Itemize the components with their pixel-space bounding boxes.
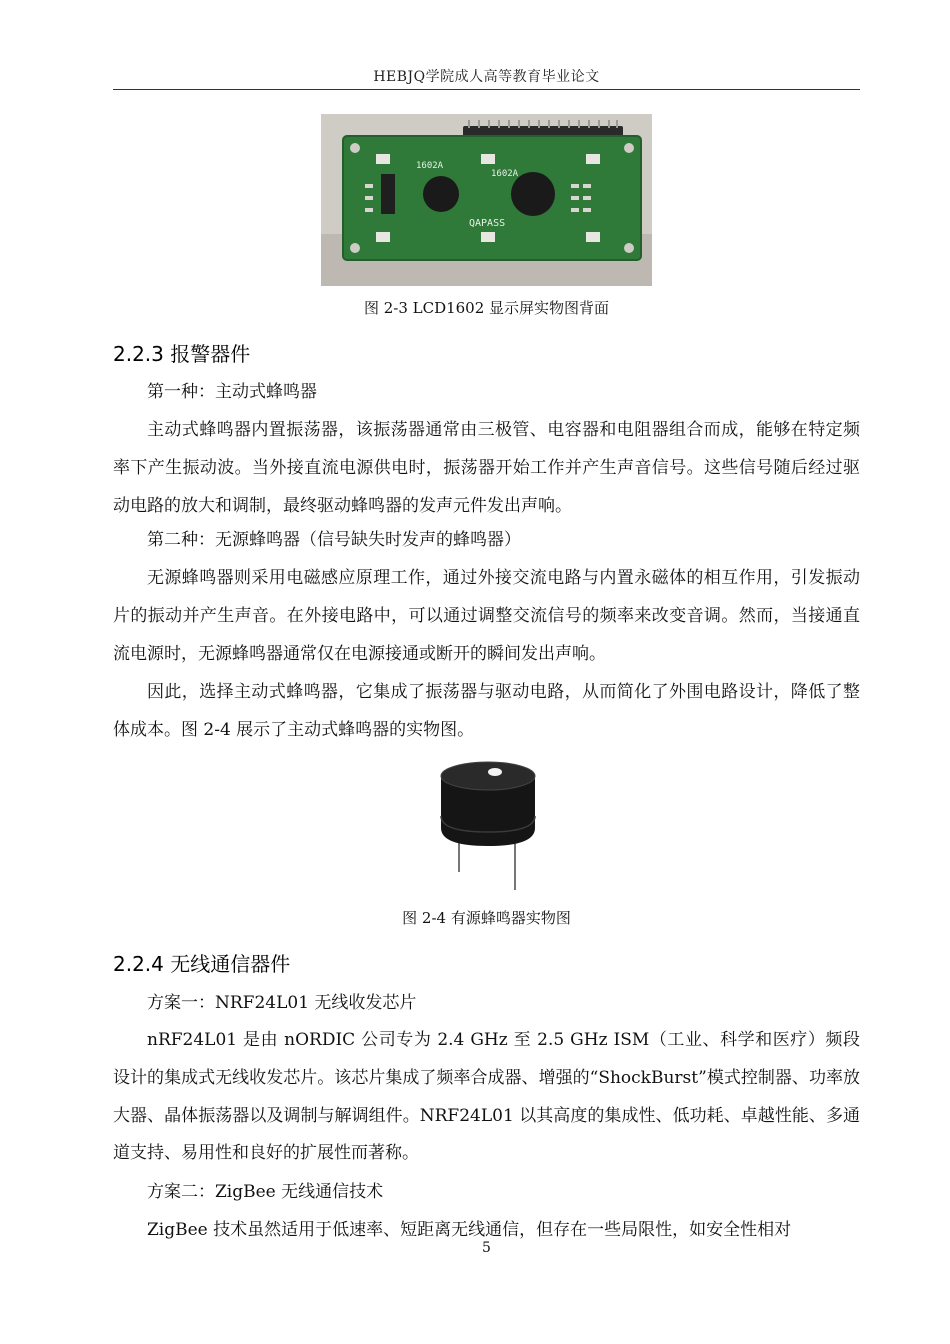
paragraph: 无源蜂鸣器则采用电磁感应原理工作，通过外接交流电路与内置永磁体的相互作用，引发振动片的振动并产生声音。在外接电路中，可以通过调整交流信号的频率来改变音调。然而，当接通直流电源时，无源蜂鸣器通常仅在电源接通或断开的瞬间发出声响。 [113, 568, 860, 664]
figure-caption: 图 2-4 有源蜂鸣器实物图 [402, 909, 571, 927]
buzzer-photo [437, 758, 539, 890]
figure-caption: 图 2-3 LCD1602 显示屏实物图背面 [363, 299, 610, 317]
board-brand-label: QAPASS [469, 218, 506, 229]
paragraph: 主动式蜂鸣器内置振荡器，该振荡器通常由三极管、电容器和电阻器组合而成，能够在特定频率下产生振动波。当外接直流电源供电时，振荡器开始工作并产生声音信号。这些信号随后经过驱动电路的放大和调制，最终驱动蜂鸣器的发声元件发出声响。 [113, 420, 860, 516]
paragraph: 第二种：无源蜂鸣器（信号缺失时发声的蜂鸣器） [147, 530, 521, 550]
paragraph: 第一种：主动式蜂鸣器 [147, 382, 317, 402]
paragraph: nRF24L01 是由 nORDIC 公司专为 2.4 GHz 至 2.5 GHz ISM（工业、科学和医疗）频段设计的集成式无线收发芯片。该芯片集成了频率合成器、增强的“ShockBurst”模式控制器、功率放大器、晶体振荡器以及调制与解调组件。NRF24L01 以其高度的集成性、低功耗、卓越性能、多通道支持、易用性和良好的扩展性而著称。 [113, 1030, 860, 1164]
running-header: HEBJQ学院成人高等教育毕业论文 [373, 69, 600, 85]
section-heading: 2.2.4 无线通信器件 [113, 952, 291, 976]
lcd-pcb-illustration [321, 114, 652, 286]
page-number: 5 [482, 1240, 491, 1256]
board-label-2: 1602A [491, 169, 519, 179]
paragraph: 方案二：ZigBee 无线通信技术 [147, 1182, 384, 1202]
buzzer-illustration [437, 758, 539, 890]
lcd1602-back-photo [321, 114, 652, 286]
paragraph: 方案一：NRF24L01 无线收发芯片 [147, 993, 417, 1013]
board-label-1: 1602A [416, 161, 444, 171]
paragraph: ZigBee 技术虽然适用于低速率、短距离无线通信，但存在一些局限性，如安全性相对 [147, 1220, 792, 1240]
header-rule [113, 89, 860, 90]
paragraph: 因此，选择主动式蜂鸣器，它集成了振荡器与驱动电路，从而简化了外围电路设计，降低了整体成本。图 2-4 展示了主动式蜂鸣器的实物图。 [113, 682, 860, 740]
section-heading: 2.2.3 报警器件 [113, 342, 251, 366]
